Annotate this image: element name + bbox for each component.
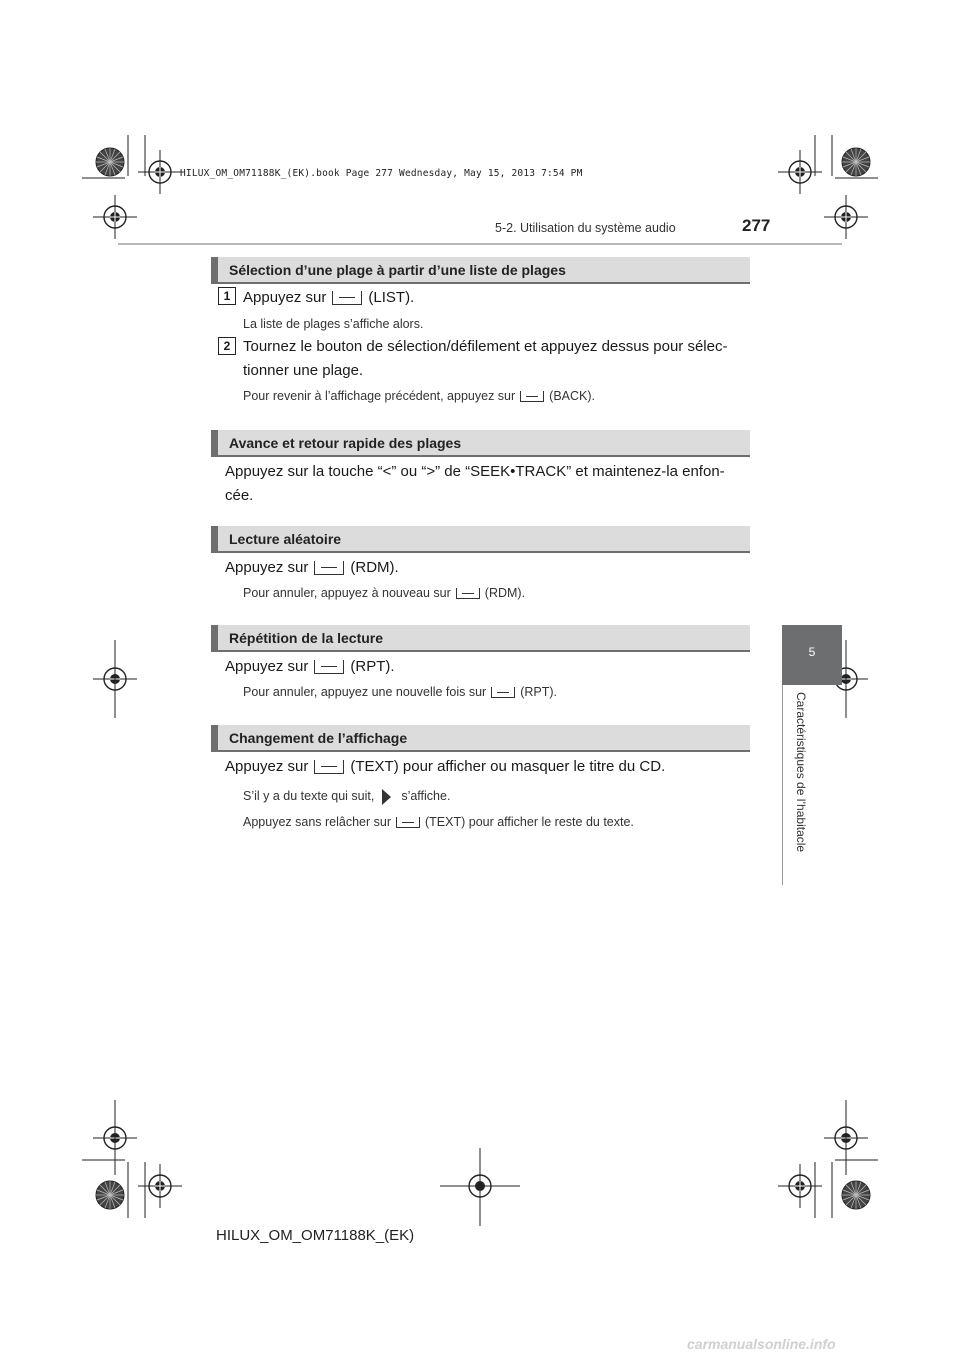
section-heading-display (211, 725, 750, 752)
section-title: Lecture aléatoire (229, 531, 342, 547)
chapter-divider (782, 685, 783, 885)
random-note: Pour annuler, appuyez à nouveau sur (RDM). (243, 586, 526, 600)
chapter-number: 5 (808, 645, 816, 659)
step-1-note: La liste de plages s’affiche alors. (243, 317, 424, 331)
step-number-1: 1 (218, 287, 236, 305)
page-number: 277 (742, 216, 771, 235)
step-2-note: Pour revenir à l’affichage précédent, appuyez sur (BACK). (243, 389, 595, 403)
header-rule (118, 243, 842, 245)
manual-code: HILUX_OM_OM71188K_(EK) (216, 1227, 415, 1244)
repeat-instruction: Appuyez sur (RPT). (225, 658, 395, 675)
book-info: HILUX_OM_OM71188K_(EK).book Page 277 Wednesday, May 15, 2013 7:54 PM (180, 168, 583, 179)
display-instruction: Appuyez sur (TEXT) pour afficher ou masquer le titre du CD. (225, 758, 666, 775)
rpt-button-icon (314, 660, 344, 674)
section-heading-fast-forward (211, 430, 750, 457)
section-title: Changement de l’affichage (229, 730, 408, 746)
watermark: carmanualsonline.info (687, 1336, 836, 1352)
display-note-2: Appuyez sans relâcher sur (TEXT) pour afficher le reste du texte. (243, 815, 634, 829)
repeat-note: Pour annuler, appuyez une nouvelle fois sur (RPT). (243, 685, 558, 699)
list-button-icon (332, 291, 362, 305)
running-section-label: 5-2. Utilisation du système audio (495, 221, 676, 235)
text-button-icon (396, 817, 420, 828)
section-heading-random (211, 526, 750, 553)
display-note-1: S’il y a du texte qui suit, s’affiche. (243, 789, 451, 803)
section-title: Sélection d’une plage à partir d’une liste de plages (229, 262, 566, 278)
chapter-tab (782, 625, 842, 685)
step-1-text: Appuyez sur (LIST). (243, 289, 415, 306)
chapter-title: Caractéristiques de l’habitacle (794, 692, 808, 853)
rdm-button-icon (314, 561, 344, 575)
section-heading-repeat (211, 625, 750, 652)
section-title: Avance et retour rapide des plages (229, 435, 462, 451)
seek-track-instruction: Appuyez sur la touche “<” ou “>” de “SEEK•TRACK” et maintenez-la enfon- cée. (225, 463, 725, 504)
more-text-arrow-icon (382, 789, 391, 805)
rpt-button-icon (491, 687, 515, 698)
random-instruction: Appuyez sur (RDM). (225, 559, 399, 576)
section-title: Répétition de la lecture (229, 630, 384, 646)
step-number-2: 2 (218, 337, 236, 355)
section-heading-track-list (211, 257, 750, 284)
text-button-icon (314, 760, 344, 774)
step-2-text: Tournez le bouton de sélection/défilement et appuyez dessus pour sélec- tionner une plage. (243, 338, 728, 379)
back-button-icon (520, 391, 544, 402)
rdm-button-icon (456, 588, 480, 599)
